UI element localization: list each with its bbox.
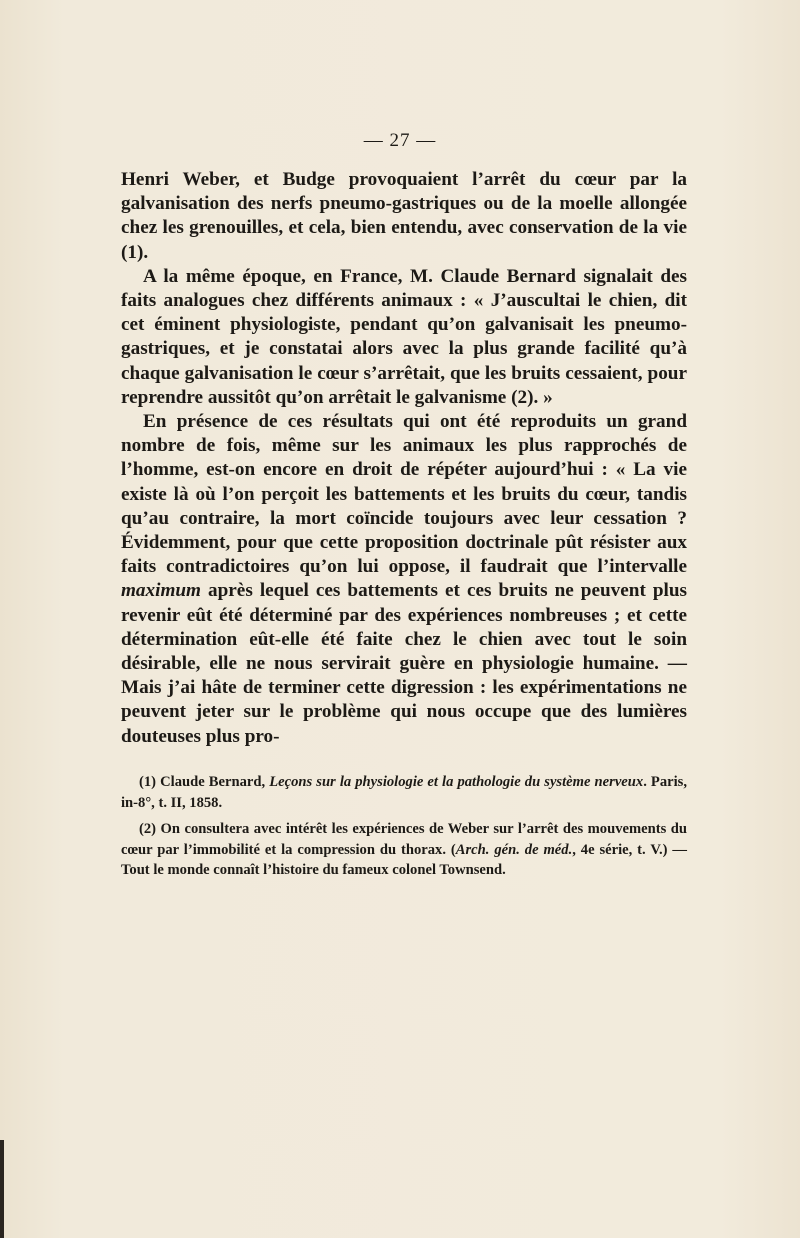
paragraph-3 — [121, 410, 687, 749]
footnote-1-suffix: . Paris, in-8°, t. II, 1858. — [121, 774, 688, 811]
main-text — [121, 168, 687, 749]
footnote-1-title: Leçons sur la physiologie et la pathologie du système nerveux — [269, 774, 644, 790]
footnote-2-prefix: (2) On consultera avec intérêt les expériences de Weber sur l’arrêt des mouvements du cœur par l’immobilité et la compression du thorax. ( — [121, 821, 687, 858]
paragraph-2: A la même époque, en France, M. Claude Bernard signalait des faits analogues chez différents animaux : « J’auscultai le chien, dit cet éminent physiologiste, pendant qu’on galvanisait les pneumo-gastriques, et je constatai alors avec la plus grande facilité qu’à chaque galvanisation le cœur s’arrêtait, que les bruits cessaient, pour reprendre aussitôt qu’on arrêtait le galvanisme (2). » — [121, 265, 687, 408]
paragraph-1: Henri Weber, et Budge provoquaient l’arrêt du cœur par la galvanisation des nerfs pneumo-gastriques ou de la moelle allongée chez les grenouilles, et cela, bien entendu, avec conservation de la vie (1). — [121, 169, 687, 263]
footnote-2 — [121, 819, 687, 881]
paragraph-3-part-2: après lequel ces battements et ces bruits ne peuvent plus revenir eût été déterminé par des expériences nombreuses ; et cette détermination eût-elle été faite chez le chien avec tout le soin désirable, elle ne nous servirait guère en physiologie humaine. — Mais j’ai hâte de terminer cette digression : les expérimentations ne peuvent jeter sur le problème qui nous occupe que des lumières douteuses plus pro- — [121, 580, 688, 747]
footnote-2-title: Arch. gén. de méd. — [455, 841, 573, 858]
binding-edge-mark — [0, 1140, 4, 1238]
page-number: — 27 — — [363, 130, 437, 151]
paragraph-3-part-1: En présence de ces résultats qui ont été reproduits un grand nombre de fois, même sur les animaux les plus rapprochés de l’homme, est-on encore en droit de répéter aujourd’hui : « La vie existe là où l’on perçoit les battements et les bruits du cœur, tandis qu’au contraire, la mort coïncide toujours avec leur cessation ? Évidemment, pour que cette proposition doctrinale pût résister aux faits contradictoires qu’on lui oppose, il faudrait que l’intervalle — [121, 411, 687, 578]
footnote-2-suffix: , 4e série, t. V.) — Tout le monde connaît l’histoire du fameux colonel Townsend. — [121, 841, 688, 878]
emphasis-maximum: maximum — [121, 580, 201, 602]
footnotes — [121, 772, 687, 887]
footnote-1-prefix: (1) Claude Bernard, — [139, 774, 266, 790]
footnote-1 — [121, 772, 687, 813]
